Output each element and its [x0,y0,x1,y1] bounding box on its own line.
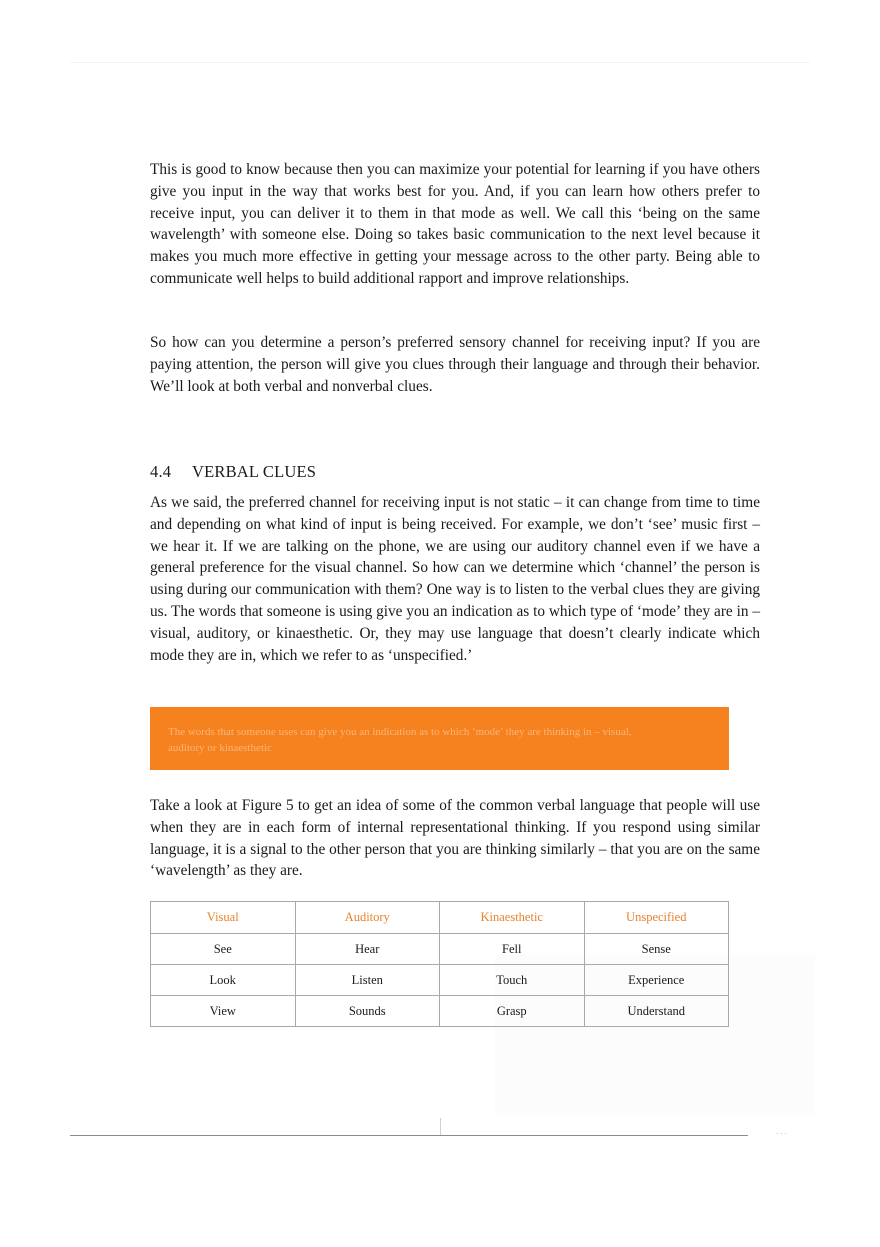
highlight-callout [150,707,729,770]
header-kinaesthetic: Kinaesthetic [440,902,585,934]
table-cell: Fell [440,934,585,965]
verbal-clues-table [150,901,729,1027]
table-cell: Listen [295,965,440,996]
table-cell: View [151,996,296,1027]
table-cell: Experience [584,965,729,996]
section-heading [150,462,316,482]
body-paragraph-3: As we said, the preferred channel for receiving input is not static – it can change from time to time and depending on what kind of input is being received. For example, we don’t ‘see’ music first – we hear it. If we are talking on the phone, we are using our auditory channel even if we have a general preference for the visual channel. So how can we determine which ‘channel’ the person is using during our communication with them? One way is to listen to the verbal clues they are giving us. The words that someone is using give you an indication as to which type of ‘mode’ they are in – visual, auditory, or kinaesthetic. Or, they may use language that doesn’t clearly indicate which mode they are in, which we refer to as ‘unspecified.’ [150,494,760,664]
header-visual: Visual [151,902,296,934]
header-auditory: Auditory [295,902,440,934]
body-paragraph-2: So how can you determine a person’s preferred sensory channel for receiving input? If you are paying attention, the person will give you clues through their language and through their behavior. We’ll look at both verbal and nonverbal clues. [150,334,760,395]
page-marker: · · · [776,1130,787,1138]
table-cell: See [151,934,296,965]
body-paragraph-1: This is good to know because then you can maximize your potential for learning if you have others give you input in the way that works best for you. And, if you can learn how others prefer to receive input, you can deliver it to them in that mode as well. We call this ‘being on the same wavelength’ with someone else. Doing so takes basic communication to the next level because it makes you much more effective in getting your message across to the other party. Being able to communicate well helps to build additional rapport and improve relationships. [150,161,760,287]
body-paragraph-4: Take a look at Figure 5 to get an idea of some of the common verbal language that people will use when they are in each form of internal representational thinking. If you respond using similar language, it is a signal to the other person that you are thinking similarly – that you are on the same ‘wavelength’ as they are. [150,797,760,880]
table-header-row [151,902,729,934]
footer-divider-tick [440,1118,441,1135]
table-cell: Hear [295,934,440,965]
table-row [151,965,729,996]
table-cell: Look [151,965,296,996]
header-rule [70,62,810,63]
table-cell: Grasp [440,996,585,1027]
table-cell: Sounds [295,996,440,1027]
table-cell: Sense [584,934,729,965]
section-number: 4.4 [150,462,172,481]
table-cell: Touch [440,965,585,996]
table-row [151,934,729,965]
section-title: VERBAL CLUES [192,462,317,481]
footer-rule [70,1135,748,1136]
header-unspecified: Unspecified [584,902,729,934]
table-row [151,996,729,1027]
table-cell: Understand [584,996,729,1027]
callout-text: The words that someone uses can give you an indication as to which ‘mode’ they are thinking in – visual, auditory or kinaesthetic [168,726,632,754]
